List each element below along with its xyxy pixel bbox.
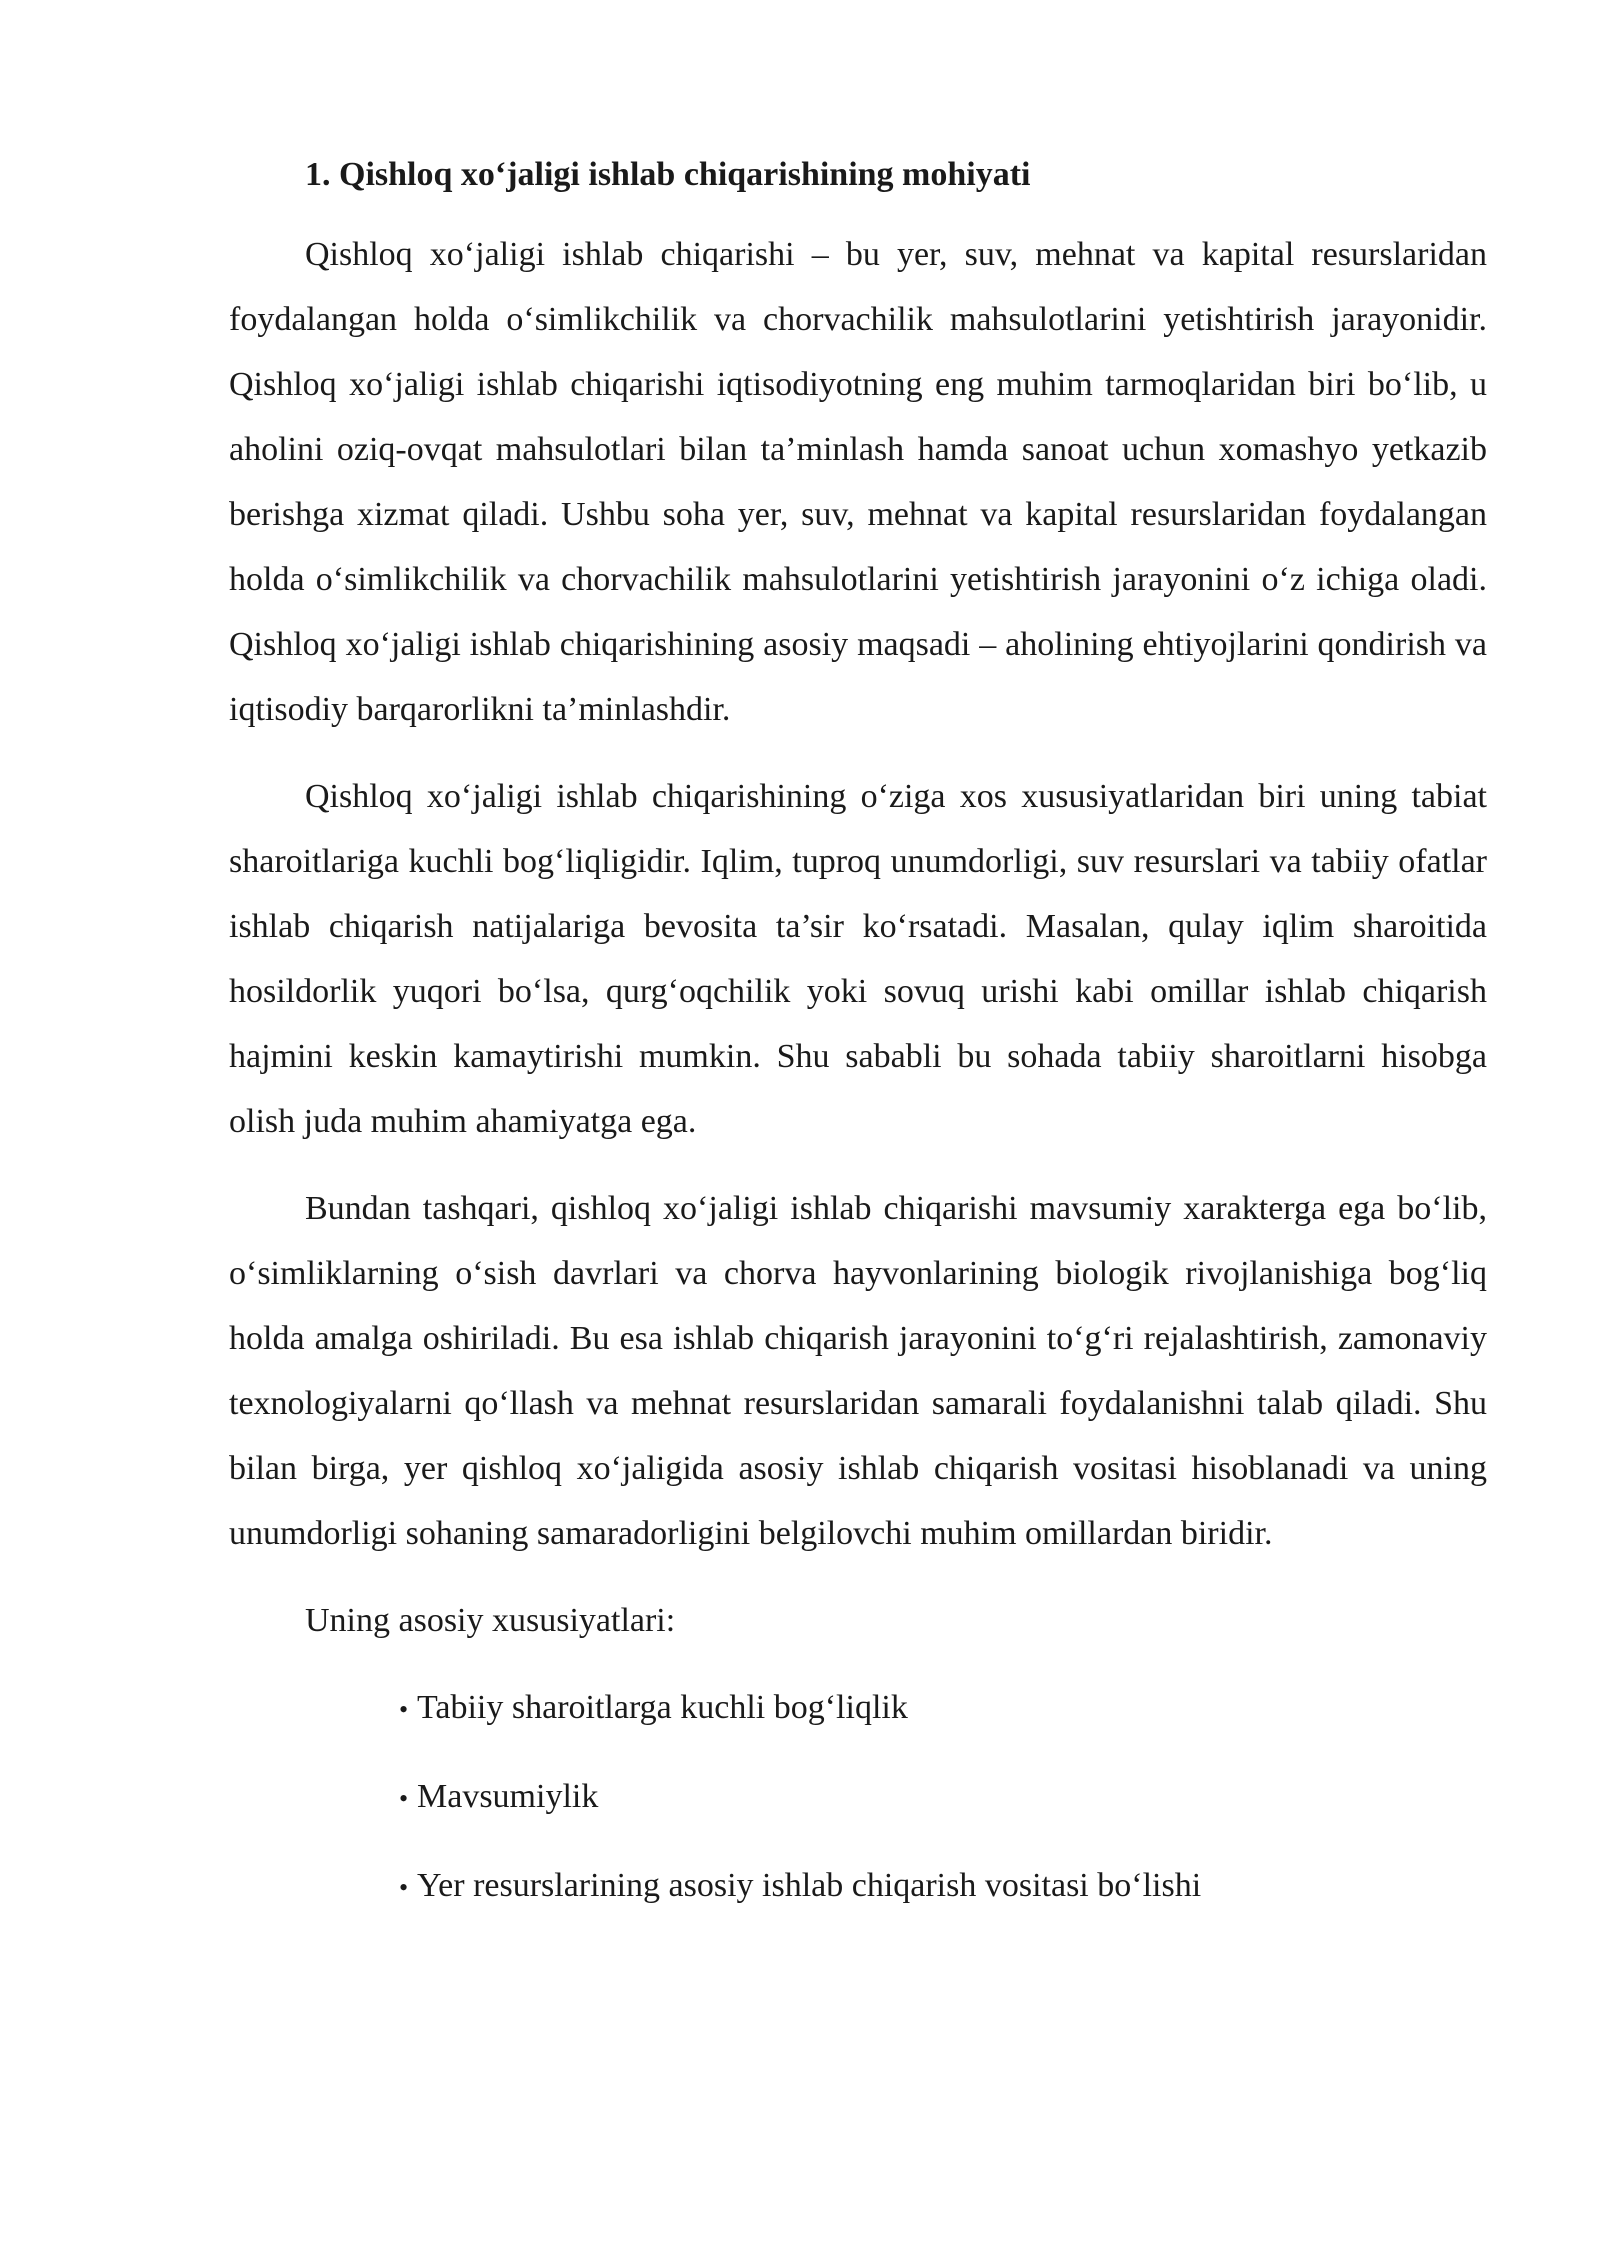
list-intro: Uning asosiy xususiyatlari:: [305, 1602, 676, 1639]
list-item-text: Tabiiy sharoitlarga kuchli bog‘liqlik: [417, 1689, 908, 1726]
bullet-icon: •: [399, 1873, 409, 1902]
paragraph-2: Qishloq xo‘jaligi ishlab chiqarishining o‘ziga xos xususiyatlaridan biri uning tabiat sharoitlariga kuchli bog‘liqligidir. Iqlim, tuproq unumdorligi, suv resurslari va tabiiy ofatlar ishlab chiqarish natijalariga bevosita ta’sir ko‘rsatadi. Masalan, qulay iqlim sharoitida hosildorlik yuqori bo‘lsa, qurg‘oqchilik yoki sovuq urishi kabi omillar ishlab chiqarish hajmini keskin kamaytirishi mumkin. Shu sababli bu sohada tabiiy sharoitlarni hisobga olish juda muhim ahamiyatga ega.: [229, 778, 1487, 1140]
section-heading: 1. Qishloq xo‘jaligi ishlab chiqarishining mohiyati: [305, 156, 1031, 193]
features-list: [229, 1675, 1487, 1920]
bullet-icon: •: [399, 1784, 409, 1813]
list-item: [399, 1764, 1487, 1831]
list-item-text: Mavsumiylik: [417, 1778, 599, 1815]
paragraph-1: Qishloq xo‘jaligi ishlab chiqarishi – bu yer, suv, mehnat va kapital resurslaridan foydalangan holda o‘simlikchilik va chorvachilik mahsulotlarini yetishtirish jarayonidir. Qishloq xo‘jaligi ishlab chiqarishi iqtisodiyotning eng muhim tarmoqlaridan biri bo‘lib, u aholini oziq-ovqat mahsulotlari bilan ta’minlash hamda sanoat uchun xomashyo yetkazib berishga xizmat qiladi. Ushbu soha yer, suv, mehnat va kapital resurslaridan foydalangan holda o‘simlikchilik va chorvachilik mahsulotlarini yetishtirish jarayonini o‘z ichiga oladi. Qishloq xo‘jaligi ishlab chiqarishining asosiy maqsadi – aholining ehtiyojlarini qondirish va iqtisodiy barqarorlikni ta’minlashdir.: [229, 236, 1487, 728]
bullet-icon: •: [399, 1695, 409, 1724]
list-item: [399, 1853, 1487, 1920]
document-body: [229, 150, 1487, 1942]
list-item-text: Yer resurslarining asosiy ishlab chiqarish vositasi bo‘lishi: [417, 1867, 1202, 1904]
paragraph-3: Bundan tashqari, qishloq xo‘jaligi ishlab chiqarishi mavsumiy xarakterga ega bo‘lib, o‘simliklarning o‘sish davrlari va chorva hayvonlarining biologik rivojlanishiga bog‘liq holda amalga oshiriladi. Bu esa ishlab chiqarish jarayonini to‘g‘ri rejalashtirish, zamonaviy texnologiyalarni qo‘llash va mehnat resurslaridan samarali foydalanishni talab qiladi. Shu bilan birga, yer qishloq xo‘jaligida asosiy ishlab chiqarish vositasi hisoblanadi va uning unumdorligi sohaning samaradorligini belgilovchi muhim omillardan biridir.: [229, 1190, 1487, 1552]
list-item: [399, 1675, 1487, 1742]
